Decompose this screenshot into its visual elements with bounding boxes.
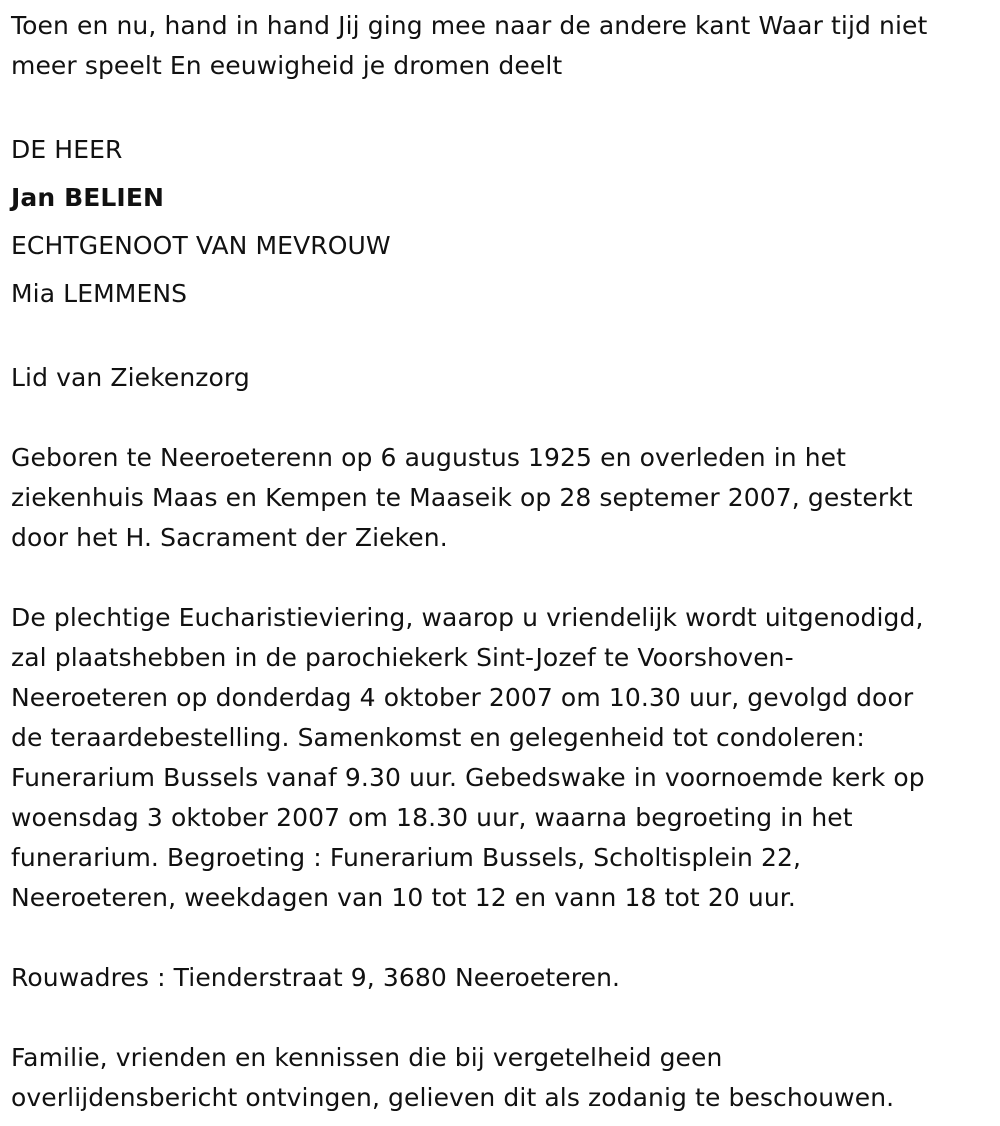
- deceased-block: [11, 126, 993, 318]
- membership-text: Lid van Ziekenzorg: [11, 363, 250, 392]
- closing-paragraph: [11, 1038, 993, 1118]
- spacer: [11, 998, 1000, 1038]
- ceremony-line: de teraardebestelling. Samenkomst en gelegenheid tot condoleren:: [11, 723, 865, 752]
- ceremony-line: Neeroeteren op donderdag 4 oktober 2007 om 10.30 uur, gevolgd door: [11, 683, 914, 712]
- ceremony-paragraph: [11, 598, 993, 918]
- poem-line: Toen en nu, hand in hand Jij ging mee naar de andere kant Waar tijd niet: [11, 11, 928, 40]
- ceremony-line: Neeroeteren, weekdagen van 10 tot 12 en vann 18 tot 20 uur.: [11, 883, 796, 912]
- ceremony-line: zal plaatshebben in de parochiekerk Sint-Jozef te Voorshoven-: [11, 643, 794, 672]
- membership-paragraph: [11, 358, 993, 398]
- spouse-name: Mia LEMMENS: [11, 279, 188, 308]
- spacer: [11, 86, 1000, 126]
- poem-line: meer speelt En eeuwigheid je dromen deelt: [11, 51, 563, 80]
- ceremony-line: funerarium. Begroeting : Funerarium Bussels, Scholtisplein 22,: [11, 843, 802, 872]
- spacer: [11, 558, 1000, 598]
- ceremony-line: woensdag 3 oktober 2007 om 18.30 uur, waarna begroeting in het: [11, 803, 853, 832]
- poem-paragraph: [11, 6, 993, 86]
- closing-line: overlijdensbericht ontvingen, gelieven dit als zodanig te beschouwen.: [11, 1083, 895, 1112]
- spacer: [11, 918, 1000, 958]
- mourning-address: Rouwadres : Tienderstraat 9, 3680 Neeroeteren.: [11, 963, 621, 992]
- birth-death-line: Geboren te Neeroeterenn op 6 augustus 1925 en overleden in het: [11, 443, 847, 472]
- honorific-title: DE HEER: [11, 135, 123, 164]
- spacer: [11, 318, 1000, 358]
- ceremony-line: Funerarium Bussels vanaf 9.30 uur. Gebedswake in voornoemde kerk op: [11, 763, 925, 792]
- ceremony-line: De plechtige Eucharistieviering, waarop u vriendelijk wordt uitgenodigd,: [11, 603, 924, 632]
- relation-text: ECHTGENOOT VAN MEVROUW: [11, 231, 391, 260]
- closing-line: Familie, vrienden en kennissen die bij vergetelheid geen: [11, 1043, 723, 1072]
- address-paragraph: [11, 958, 993, 998]
- birth-death-line: ziekenhuis Maas en Kempen te Maaseik op 28 septemer 2007, gesterkt: [11, 483, 913, 512]
- spacer: [11, 398, 1000, 438]
- birth-death-paragraph: [11, 438, 993, 558]
- birth-death-line: door het H. Sacrament der Zieken.: [11, 523, 448, 552]
- deceased-name: Jan BELIEN: [11, 183, 165, 212]
